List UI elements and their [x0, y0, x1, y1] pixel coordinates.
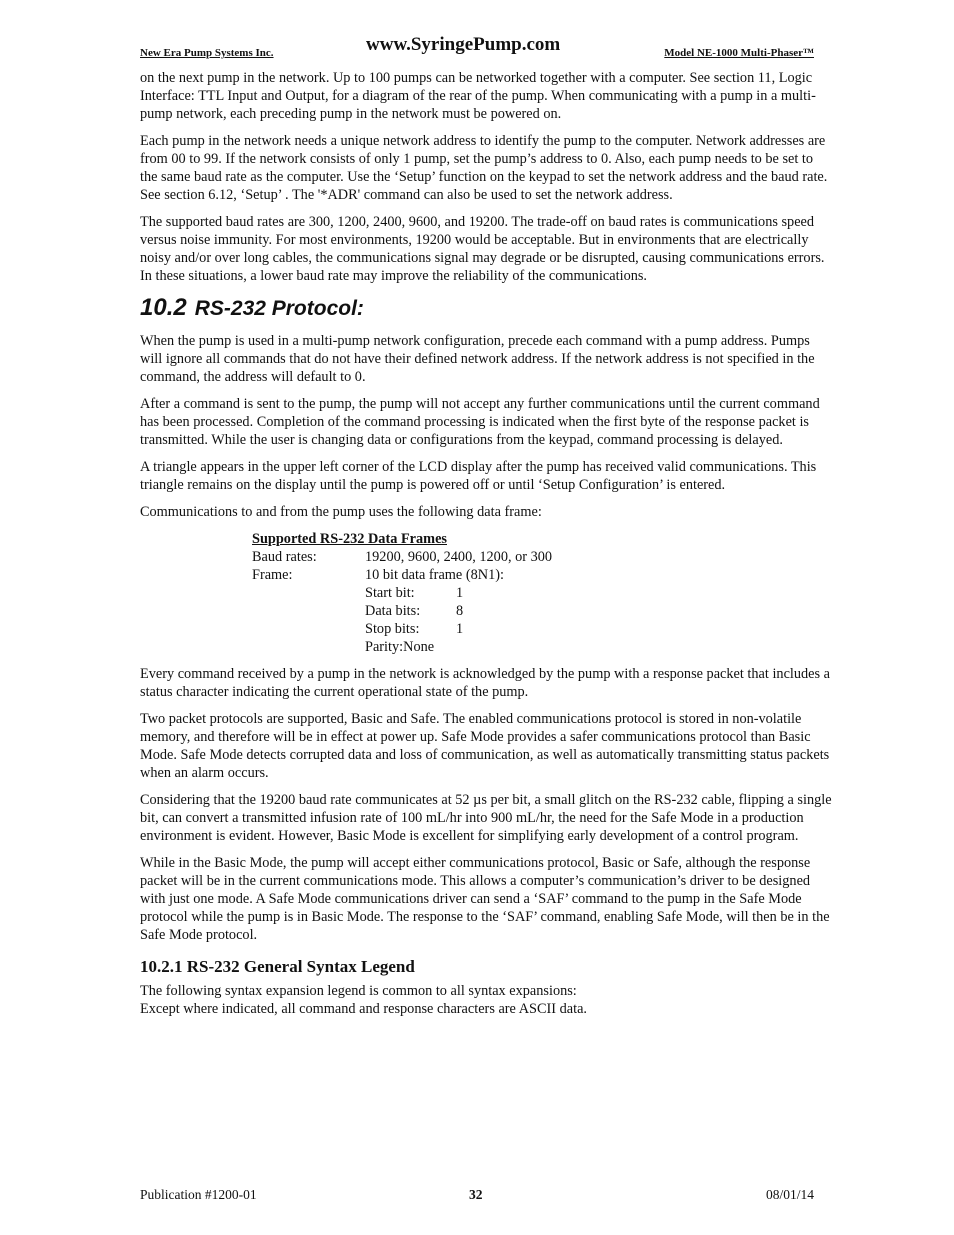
paragraph: Considering that the 19200 baud rate communicates at 52 µs per bit, a small glitch on the RS-232 cable, flipping a single bit, can convert a transmitted infusion rate of 100 mL/hr into 900 mL/hr, the need for the Safe Mode in a production environment is evident. However, Basic Mode is excellent for simplifying early development of a control program.: [140, 792, 832, 844]
section-title: RS-232 Protocol:: [194, 297, 364, 320]
paragraph: on the next pump in the network. Up to 100 pumps can be networked together with a computer. See section 11, Logic Interface: TTL Input and Output, for a diagram of the rear of the pump. When communicating with a pump in a multi-pump network, each preceding pump in the network must be powered on.: [140, 70, 816, 122]
document-body: [140, 69, 834, 1018]
legend-line: The following syntax expansion legend is common to all syntax expansions:: [140, 983, 577, 999]
footer-publication: Publication #1200-01: [140, 1187, 257, 1202]
data-frames-title: Supported RS-232 Data Frames: [252, 531, 447, 547]
page-header: [140, 36, 814, 60]
paragraph: After a command is sent to the pump, the pump will not accept any further communications until the current command has been processed. Completion of the command processing is indicated when the first byte of the response packet is transmitted. While the user is changing data or configurations from the keypad, command processing is delayed.: [140, 396, 820, 448]
paragraph: A triangle appears in the upper left corner of the LCD display after the pump has received valid communications. This triangle remains on the display until the pump is powered off or until ‘Setup Configuration’ is entered.: [140, 459, 817, 493]
start-bit-row: [365, 584, 834, 602]
data-bits-label: Data bits:: [365, 603, 421, 619]
parity-row: [365, 638, 834, 656]
baud-row: [252, 548, 834, 566]
paragraph: Every command received by a pump in the network is acknowledged by the pump with a response packet that includes a status character indicating the current operational state of the pump.: [140, 666, 831, 700]
baud-value: 19200, 9600, 2400, 1200, or 300: [365, 549, 553, 565]
paragraph: When the pump is used in a multi-pump network configuration, precede each command with a pump address. Pumps will ignore all commands that do not have their defined network address. If the network address is not specified in the command, the address will default to 0.: [140, 333, 815, 385]
frame-row: [252, 566, 834, 584]
legend-line: Except where indicated, all command and response characters are ASCII data.: [140, 1001, 587, 1017]
paragraph: While in the Basic Mode, the pump will accept either communications protocol, Basic or Safe, although the response packet will be in the current communications mode. This allows a computer’s communication’s driver to be designed with just one mode. A Safe Mode communications driver can send a ‘SAF’ command to the pump in the Safe Mode protocol while the pump is in Basic Mode. The response to the ‘SAF’ command, enabling Safe Mode, will then be in the Safe Mode protocol.: [140, 855, 830, 943]
frame-label: Frame:: [252, 567, 293, 583]
start-bit-label: Start bit:: [365, 585, 415, 601]
data-bits-row: [365, 602, 834, 620]
stop-bits-row: [365, 620, 834, 638]
paragraph: The supported baud rates are 300, 1200, 2400, 9600, and 19200. The trade-off on baud rates is communications speed versus noise immunity. For most environments, 19200 would be acceptable. But in environments that are electrically noisy and/or over long cables, the communications signal may degrade or be disrupted, causing communications errors. In these situations, a lower baud rate may improve the reliability of the communications.: [140, 214, 825, 284]
data-bits-value: 8: [456, 603, 464, 619]
paragraph: Two packet protocols are supported, Basic and Safe. The enabled communications protocol is stored in non-volatile memory, and therefore will be in effect at power up. Safe Mode provides a safer communications protocol than Basic Mode. Safe Mode detects corrupted data and loss of communication, as well as automatically transmitting status packets when an alarm occurs.: [140, 711, 830, 781]
section-heading: [140, 294, 834, 323]
footer-date: 08/01/14: [765, 1187, 814, 1202]
header-model: Model NE-1000 Multi-Phaser™: [664, 47, 814, 59]
subsection-heading: 10.2.1 RS-232 General Syntax Legend: [140, 957, 415, 976]
frame-value: 10 bit data frame (8N1):: [365, 567, 504, 583]
data-frames-table: [252, 530, 834, 656]
header-company: New Era Pump Systems Inc.: [140, 47, 274, 59]
baud-label: Baud rates:: [252, 549, 317, 565]
section-number: 10.2: [140, 294, 187, 321]
parity-value: Parity:None: [365, 639, 435, 655]
footer-page-number: 32: [469, 1187, 483, 1202]
start-bit-value: 1: [456, 585, 464, 601]
stop-bits-label: Stop bits:: [365, 621, 420, 637]
legend-intro: [140, 982, 834, 1018]
stop-bits-value: 1: [456, 621, 464, 637]
header-website[interactable]: www.SyringePump.com: [366, 34, 561, 55]
paragraph: Communications to and from the pump uses the following data frame:: [140, 504, 542, 520]
paragraph: Each pump in the network needs a unique network address to identify the pump to the computer. Network addresses are from 00 to 99. If the network consists of only 1 pump, set the pump’s address to 0. Also, each pump needs to be set to the same baud rate as the computer. Use the ‘Setup’ function on the keypad to set the network address and the baud rate. See section 6.12, ‘Setup’ . The '*ADR' command can also be used to set the network address.: [140, 133, 828, 203]
